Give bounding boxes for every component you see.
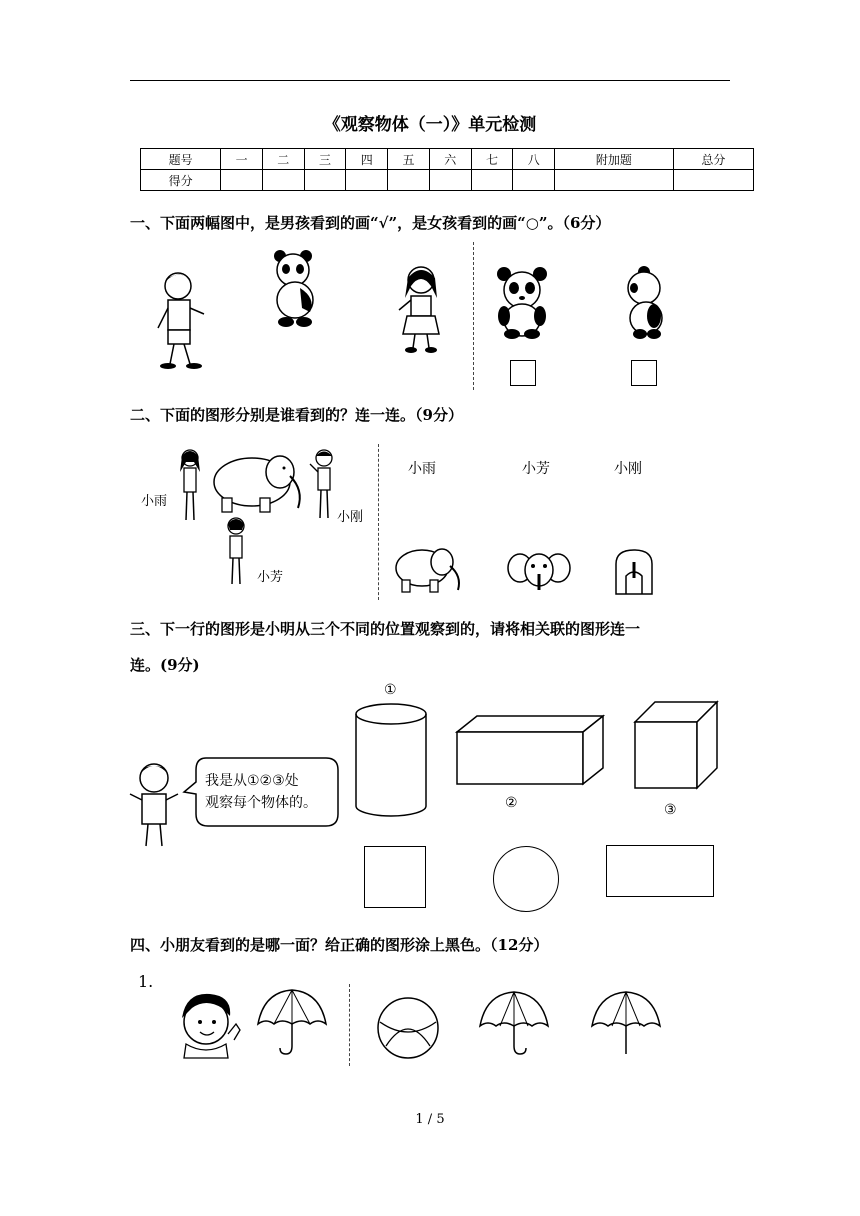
table-cell: 四 bbox=[346, 149, 388, 170]
table-cell: 六 bbox=[429, 149, 471, 170]
table-cell: 三 bbox=[304, 149, 346, 170]
girl-figure bbox=[395, 262, 445, 356]
header-rule bbox=[130, 80, 730, 81]
umbrella-top-view bbox=[376, 996, 440, 1060]
panda-profile-icon bbox=[620, 266, 666, 340]
bubble-text-line2: 观察每个物体的。 bbox=[205, 795, 317, 811]
table-cell: 一 bbox=[221, 149, 263, 170]
score-cell[interactable] bbox=[471, 170, 513, 191]
divider bbox=[473, 242, 474, 390]
circle-view bbox=[493, 846, 559, 912]
divider bbox=[349, 984, 350, 1066]
table-cell: 题号 bbox=[141, 149, 221, 170]
umbrella-side-icon bbox=[256, 988, 328, 1056]
panda-front-icon bbox=[494, 266, 550, 340]
panda-side-icon bbox=[270, 250, 320, 328]
girl-xiaofang-figure bbox=[222, 516, 250, 588]
marker-3: ③ bbox=[664, 802, 677, 818]
elephant-back-view bbox=[612, 548, 656, 596]
boy-xiaogang-figure bbox=[310, 448, 338, 524]
square-view bbox=[364, 846, 426, 908]
table-cell: 附加题 bbox=[555, 149, 674, 170]
score-cell[interactable] bbox=[346, 170, 388, 191]
marker-1: ① bbox=[384, 682, 397, 698]
divider bbox=[378, 444, 379, 600]
question-2-text: 二、下面的图形分别是谁看到的？连一连。（9分） bbox=[130, 406, 463, 424]
score-table-score-row bbox=[141, 170, 754, 191]
item-number: 1. bbox=[138, 972, 154, 991]
label-xiaoyu: 小雨 bbox=[141, 494, 168, 509]
score-cell[interactable] bbox=[555, 170, 674, 191]
score-cell[interactable] bbox=[429, 170, 471, 191]
score-cell[interactable] bbox=[304, 170, 346, 191]
cuboid-shape bbox=[455, 714, 605, 786]
page-title: 《观察物体（一）》单元检测 bbox=[323, 115, 537, 135]
answer-box[interactable] bbox=[631, 360, 657, 386]
label-xiaofang: 小芳 bbox=[257, 570, 284, 585]
label-xiaogang: 小刚 bbox=[614, 461, 642, 477]
bubble-text-line1: 我是从①②③处 bbox=[205, 773, 299, 789]
cylinder-shape bbox=[354, 702, 428, 820]
score-table-header-row bbox=[141, 149, 754, 170]
table-cell: 得分 bbox=[141, 170, 221, 191]
child-face-figure bbox=[176, 990, 244, 1060]
table-cell: 二 bbox=[262, 149, 304, 170]
umbrella-option-icon bbox=[478, 990, 550, 1056]
answer-box[interactable] bbox=[510, 360, 536, 386]
score-cell[interactable] bbox=[673, 170, 753, 191]
score-cell[interactable] bbox=[221, 170, 263, 191]
label-xiaogang: 小刚 bbox=[337, 510, 364, 525]
table-cell: 八 bbox=[513, 149, 555, 170]
score-table bbox=[140, 148, 754, 191]
score-cell[interactable] bbox=[513, 170, 555, 191]
elephant-front-view bbox=[508, 550, 570, 594]
score-cell[interactable] bbox=[388, 170, 430, 191]
table-cell: 总分 bbox=[673, 149, 753, 170]
label-xiaofang: 小芳 bbox=[522, 461, 550, 477]
elephant-icon bbox=[208, 450, 308, 516]
girl-xiaoyu-figure bbox=[176, 448, 204, 526]
cube-shape bbox=[633, 700, 719, 792]
question-4-text: 四、小朋友看到的是哪一面？给正确的图形涂上黑色。（12分） bbox=[130, 936, 549, 954]
boy-figure bbox=[150, 268, 210, 372]
rectangle-view bbox=[606, 845, 714, 897]
table-cell: 七 bbox=[471, 149, 513, 170]
question-1-text: 一、下面两幅图中，是男孩看到的画“√”，是女孩看到的画“○”。（6分） bbox=[130, 214, 611, 232]
umbrella-option-icon bbox=[590, 990, 662, 1056]
label-xiaoyu: 小雨 bbox=[408, 461, 436, 477]
elephant-side-view bbox=[392, 544, 464, 594]
question-3-text-line1: 三、下一行的图形是小明从三个不同的位置观察到的，请将相关联的图形连一 bbox=[130, 620, 641, 638]
marker-2: ② bbox=[505, 795, 518, 811]
xiaoming-figure bbox=[128, 760, 180, 852]
page-number: 1 / 5 bbox=[415, 1112, 445, 1127]
question-3-text-line2: 连。(9分) bbox=[130, 656, 200, 674]
score-cell[interactable] bbox=[262, 170, 304, 191]
table-cell: 五 bbox=[388, 149, 430, 170]
